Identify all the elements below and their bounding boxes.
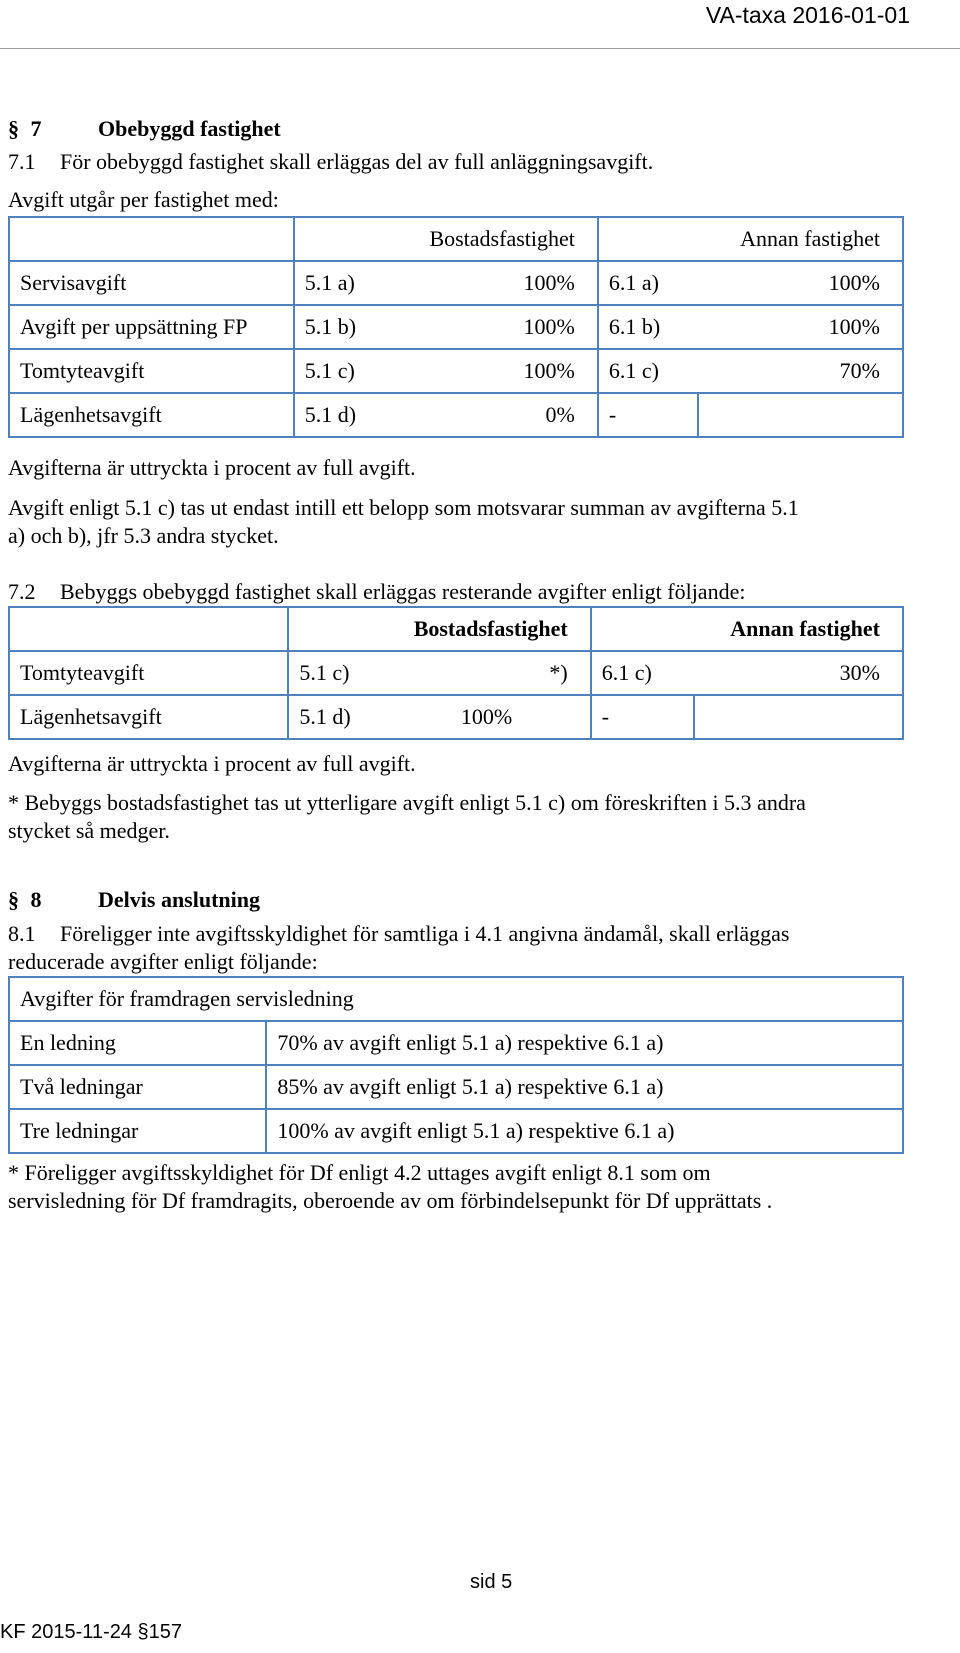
table-row [9, 651, 903, 695]
table-row [9, 305, 903, 349]
line-count: Två ledningar [9, 1065, 266, 1109]
table-header-row [9, 977, 903, 1021]
table-row [9, 695, 903, 739]
fee-percent: *) [383, 651, 590, 695]
table-1-intro: Avgift utgår per fastighet med: [8, 187, 279, 212]
fee-reference: 5.1 c) [294, 349, 409, 393]
section-number: 7 [30, 116, 42, 141]
line-fee: 70% av avgift enligt 5.1 a) respektive 6.1 a) [266, 1021, 903, 1065]
paragraph-number: 8.1 [8, 921, 36, 946]
fee-reference: - [591, 695, 694, 739]
paragraph-text: Föreligger inte avgiftsskyldighet för samtliga i 4.1 angivna ändamål, skall erläggas [60, 921, 790, 946]
table-header-other: Annan fastighet [591, 607, 903, 651]
fee-reference: 6.1 c) [598, 349, 698, 393]
fee-percent: 70% [698, 349, 903, 393]
table-header-other: Annan fastighet [598, 217, 903, 261]
note-developed-line-1: * Bebyggs bostadsfastighet tas ut ytterligare avgift enligt 5.1 c) om föreskriften i 5.3 andra [8, 790, 806, 815]
note-percent-of-full-fee: Avgifterna är uttryckta i procent av full avgift. [8, 455, 416, 480]
fee-percent: 0% [409, 393, 598, 437]
table-header-row [9, 607, 903, 651]
section-number: 8 [30, 887, 42, 912]
fee-percent [698, 393, 903, 437]
paragraph-7-1 [8, 148, 653, 176]
line-count: En ledning [9, 1021, 266, 1065]
table-row [9, 393, 903, 437]
fee-percent: 100% [698, 261, 903, 305]
fee-percent [694, 695, 903, 739]
line-fee: 100% av avgift enligt 5.1 a) respektive 6.1 a) [266, 1109, 903, 1153]
table-header-empty [9, 217, 294, 261]
fee-percent: 100% [409, 349, 598, 393]
line-count: Tre ledningar [9, 1109, 266, 1153]
fee-reference: 6.1 b) [598, 305, 698, 349]
note-df-line-2: servisledning för Df framdragits, oberoende av om förbindelsepunkt för Df upprättats . [8, 1188, 773, 1213]
table-row [9, 261, 903, 305]
fee-reference: 5.1 c) [288, 651, 383, 695]
table-header-residential: Bostadsfastighet [288, 607, 590, 651]
fee-reference: 6.1 a) [598, 261, 698, 305]
paragraph-text: För obebyggd fastighet skall erläggas del av full anläggningsavgift. [60, 149, 654, 174]
table-header-residential: Bostadsfastighet [294, 217, 598, 261]
fee-percent: 30% [694, 651, 903, 695]
fee-name: Tomtyteavgift [9, 651, 288, 695]
table-row [9, 1021, 903, 1065]
note-developed-line-2: stycket så medger. [8, 818, 170, 843]
paragraph-8-1-line-2: reducerade avgifter enligt följande: [8, 949, 318, 974]
fee-percent: 100% [409, 261, 598, 305]
line-fee: 85% av avgift enligt 5.1 a) respektive 6.1 a) [266, 1065, 903, 1109]
paragraph-number: 7.1 [8, 149, 36, 174]
fee-percent: 100% [409, 305, 598, 349]
section-title: Obebyggd fastighet [98, 116, 281, 141]
note-5-1c-line-2: a) och b), jfr 5.3 andra stycket. [8, 523, 279, 548]
fee-name: Avgift per uppsättning FP [9, 305, 294, 349]
note-5-1c-line-1: Avgift enligt 5.1 c) tas ut endast intill ett belopp som motsvarar summan av avgifterna 5.1 [8, 495, 799, 520]
table-row [9, 1109, 903, 1153]
fee-reference: 5.1 a) [294, 261, 409, 305]
section-7-heading [8, 115, 281, 143]
fee-reference: - [598, 393, 698, 437]
page-number: sid 5 [470, 1571, 513, 1593]
fee-percent: 100% [383, 695, 590, 739]
table-header-row [9, 217, 903, 261]
paragraph-7-2 [8, 578, 745, 606]
table-row [9, 349, 903, 393]
table-header-empty [9, 607, 288, 651]
document-header-title: VA-taxa 2016-01-01 [705, 2, 910, 28]
fee-name: Lägenhetsavgift [9, 393, 294, 437]
note-percent-of-full-fee: Avgifterna är uttryckta i procent av full avgift. [8, 751, 416, 776]
decision-reference: KF 2015-11-24 §157 [0, 1621, 182, 1643]
header-rule [0, 48, 960, 49]
section-title: Delvis anslutning [98, 887, 260, 912]
fee-name: Servisavgift [9, 261, 294, 305]
section-8-heading [8, 886, 260, 914]
fee-name: Lägenhetsavgift [9, 695, 288, 739]
paragraph-text: Bebyggs obebyggd fastighet skall erläggas resterande avgifter enligt följande: [60, 579, 746, 604]
fee-reference: 5.1 d) [288, 695, 383, 739]
table-header: Avgifter för framdragen servisledning [9, 977, 903, 1021]
note-df-line-1: * Föreligger avgiftsskyldighet för Df enligt 4.2 uttages avgift enligt 8.1 som om [8, 1160, 711, 1185]
fee-table-developed [8, 606, 904, 740]
fee-name: Tomtyteavgift [9, 349, 294, 393]
paragraph-mark: § [8, 116, 19, 141]
table-row [9, 1065, 903, 1109]
paragraph-number: 7.2 [8, 579, 36, 604]
paragraph-8-1-line-1 [8, 920, 789, 948]
fee-reference: 5.1 d) [294, 393, 409, 437]
service-line-fee-table [8, 976, 904, 1154]
fee-table-undeveloped [8, 216, 904, 438]
fee-percent: 100% [698, 305, 903, 349]
paragraph-mark: § [8, 887, 19, 912]
fee-reference: 6.1 c) [591, 651, 694, 695]
fee-reference: 5.1 b) [294, 305, 409, 349]
